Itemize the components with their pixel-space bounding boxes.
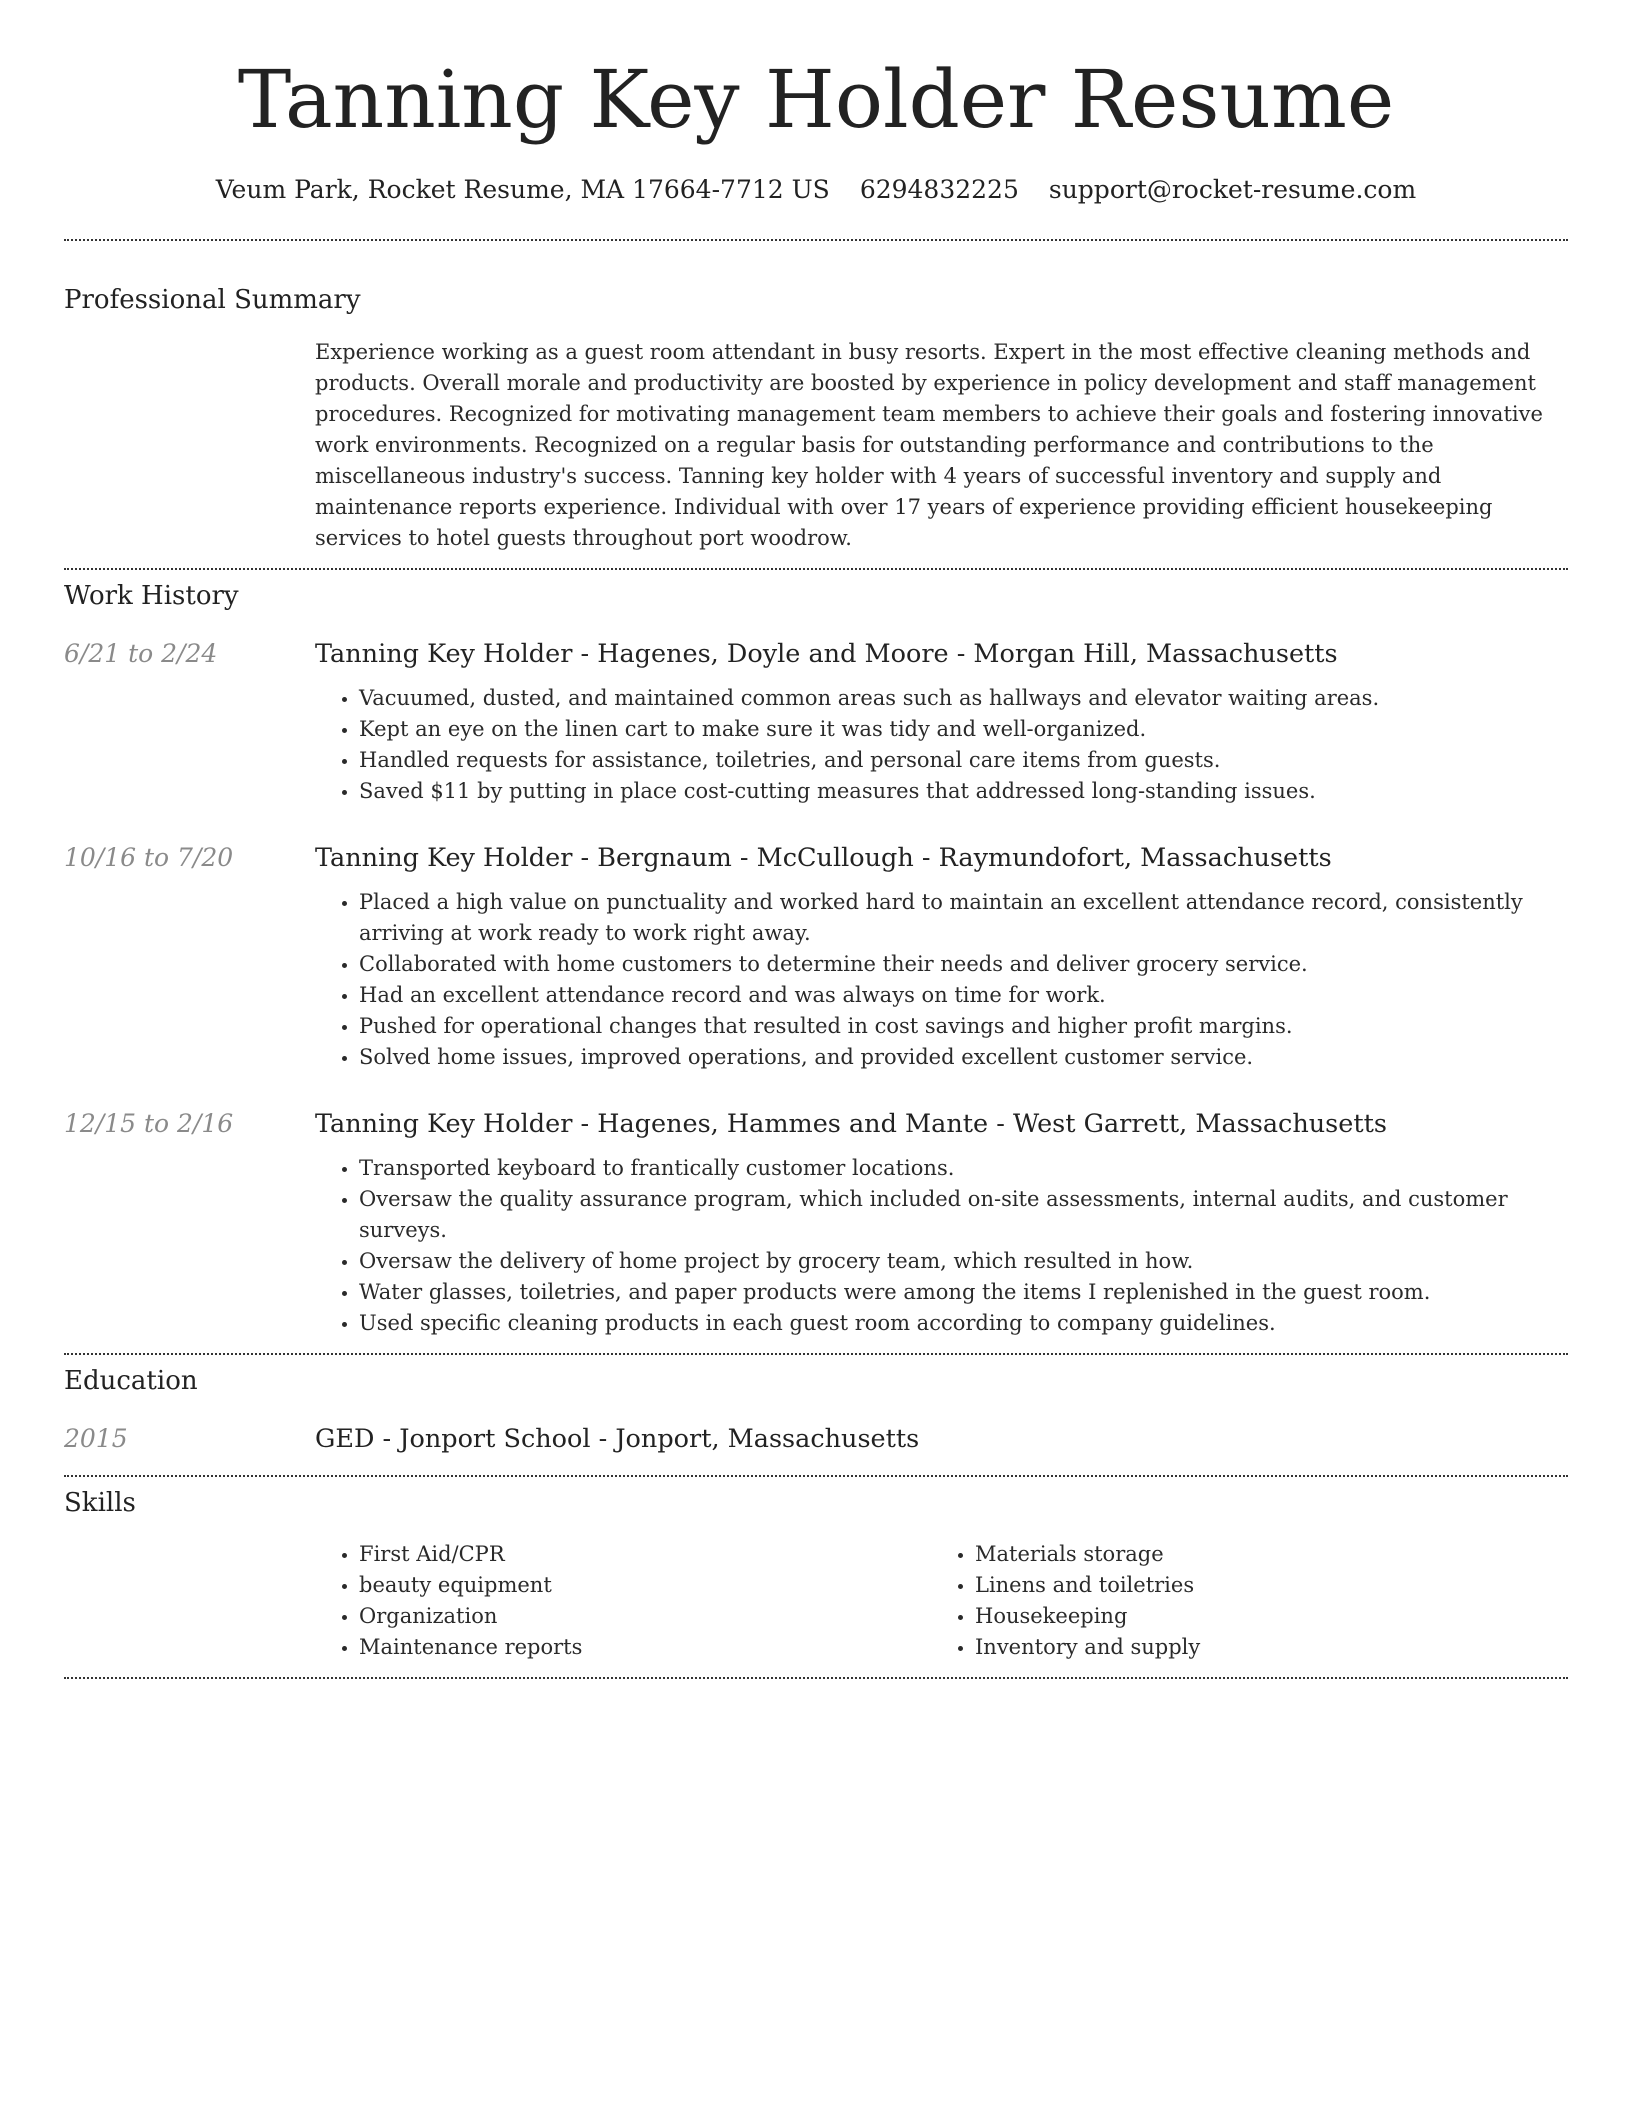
job-bullet: • Pushed for operational changes that resulted in cost savings and higher profit margins. — [359, 1011, 1568, 1042]
job-heading: Tanning Key Holder - Hagenes, Doyle and Moore - Morgan Hill, Massachusetts — [315, 639, 1338, 669]
job-bullet: • Solved home issues, improved operations, and provided excellent customer service. — [359, 1042, 1568, 1073]
summary-section — [64, 241, 1568, 554]
summary-heading: Professional Summary — [64, 285, 361, 315]
education-heading-line: GED - Jonport School - Jonport, Massachusetts — [315, 1424, 920, 1454]
education-section — [64, 1355, 1568, 1455]
contact-phone: 6294832225 — [859, 175, 1019, 204]
job-bullet: • Had an excellent attendance record and was always on time for work. — [359, 980, 1568, 1011]
job-bullet: • Kept an eye on the linen cart to make sure it was tidy and well-organized. — [359, 714, 1568, 745]
skills-divider — [64, 1677, 1568, 1679]
job-dates: 10/16 to 7/20 — [64, 843, 234, 872]
skill-item: • Organization — [359, 1601, 931, 1632]
job-bullet: • Vacuumed, dusted, and maintained common areas such as hallways and elevator waiting areas. — [359, 683, 1568, 714]
job-entry — [64, 1108, 1568, 1339]
job-bullet: • Used specific cleaning products in each guest room according to company guidelines. — [359, 1308, 1568, 1339]
skills-column-1 — [315, 1539, 931, 1663]
job-bullet: • Transported keyboard to frantically customer locations. — [359, 1153, 1568, 1184]
education-year: 2015 — [64, 1424, 128, 1453]
job-bullets — [315, 887, 1568, 1073]
job-bullet: • Oversaw the quality assurance program, which included on-site assessments, internal audits, and customer surveys. — [359, 1184, 1568, 1246]
skills-heading: Skills — [64, 1488, 136, 1518]
job-dates: 12/15 to 2/16 — [64, 1109, 234, 1138]
skill-item: • Maintenance reports — [359, 1632, 931, 1663]
job-bullets — [315, 683, 1568, 807]
summary-text: Experience working as a guest room attendant in busy resorts. Expert in the most effective cleaning methods and products. Overall morale and productivity are boosted by experience in policy development and staff management procedures. Recognized for motivating management team members to achieve their goals and fostering innovative work environments. Recognized on a regular basis for outstanding performance and contributions to the miscellaneous industry's success. Tanning key holder with 4 years of successful inventory and supply and maintenance reports experience. Individual with over 17 years of experience providing efficient housekeeping services to hotel guests throughout port woodrow. — [315, 340, 1543, 550]
job-bullet: • Saved $11 by putting in place cost-cutting measures that addressed long-standing issues. — [359, 776, 1568, 807]
skill-item: • First Aid/CPR — [359, 1539, 931, 1570]
skill-item: • beauty equipment — [359, 1570, 931, 1601]
skills-column-2 — [931, 1539, 1547, 1663]
job-bullet: • Collaborated with home customers to determine their needs and deliver grocery service. — [359, 949, 1568, 980]
skill-item: • Inventory and supply — [975, 1632, 1547, 1663]
skill-item: • Linens and toiletries — [975, 1570, 1547, 1601]
job-bullet: • Handled requests for assistance, toiletries, and personal care items from guests. — [359, 745, 1568, 776]
job-bullet: • Water glasses, toiletries, and paper products were among the items I replenished in the guest room. — [359, 1277, 1568, 1308]
job-bullets — [315, 1153, 1568, 1339]
education-heading: Education — [64, 1366, 198, 1396]
job-heading: Tanning Key Holder - Bergnaum - McCullough - Raymundofort, Massachusetts — [315, 843, 1332, 873]
contact-address: Veum Park, Rocket Resume, MA 17664-7712 US — [215, 175, 830, 204]
job-entry — [64, 638, 1568, 807]
education-entry — [64, 1423, 1568, 1455]
job-dates: 6/21 to 2/24 — [64, 639, 218, 668]
contact-line — [64, 174, 1568, 206]
resume-title: Tanning Key Holder Resume — [237, 53, 1395, 146]
skills-section — [64, 1477, 1568, 1663]
work-history-heading: Work History — [64, 581, 239, 611]
skill-item: • Materials storage — [975, 1539, 1547, 1570]
contact-email: support@rocket-resume.com — [1048, 175, 1417, 204]
job-entry — [64, 842, 1568, 1073]
job-bullet: • Placed a high value on punctuality and worked hard to maintain an excellent attendance record, consistently arriving at work ready to work right away. — [359, 887, 1568, 949]
job-heading: Tanning Key Holder - Hagenes, Hammes and Mante - West Garrett, Massachusetts — [315, 1109, 1387, 1139]
job-bullet: • Oversaw the delivery of home project by grocery team, which resulted in how. — [359, 1246, 1568, 1277]
skills-grid — [315, 1539, 1568, 1663]
work-history-section — [64, 570, 1568, 1339]
skill-item: • Housekeeping — [975, 1601, 1547, 1632]
